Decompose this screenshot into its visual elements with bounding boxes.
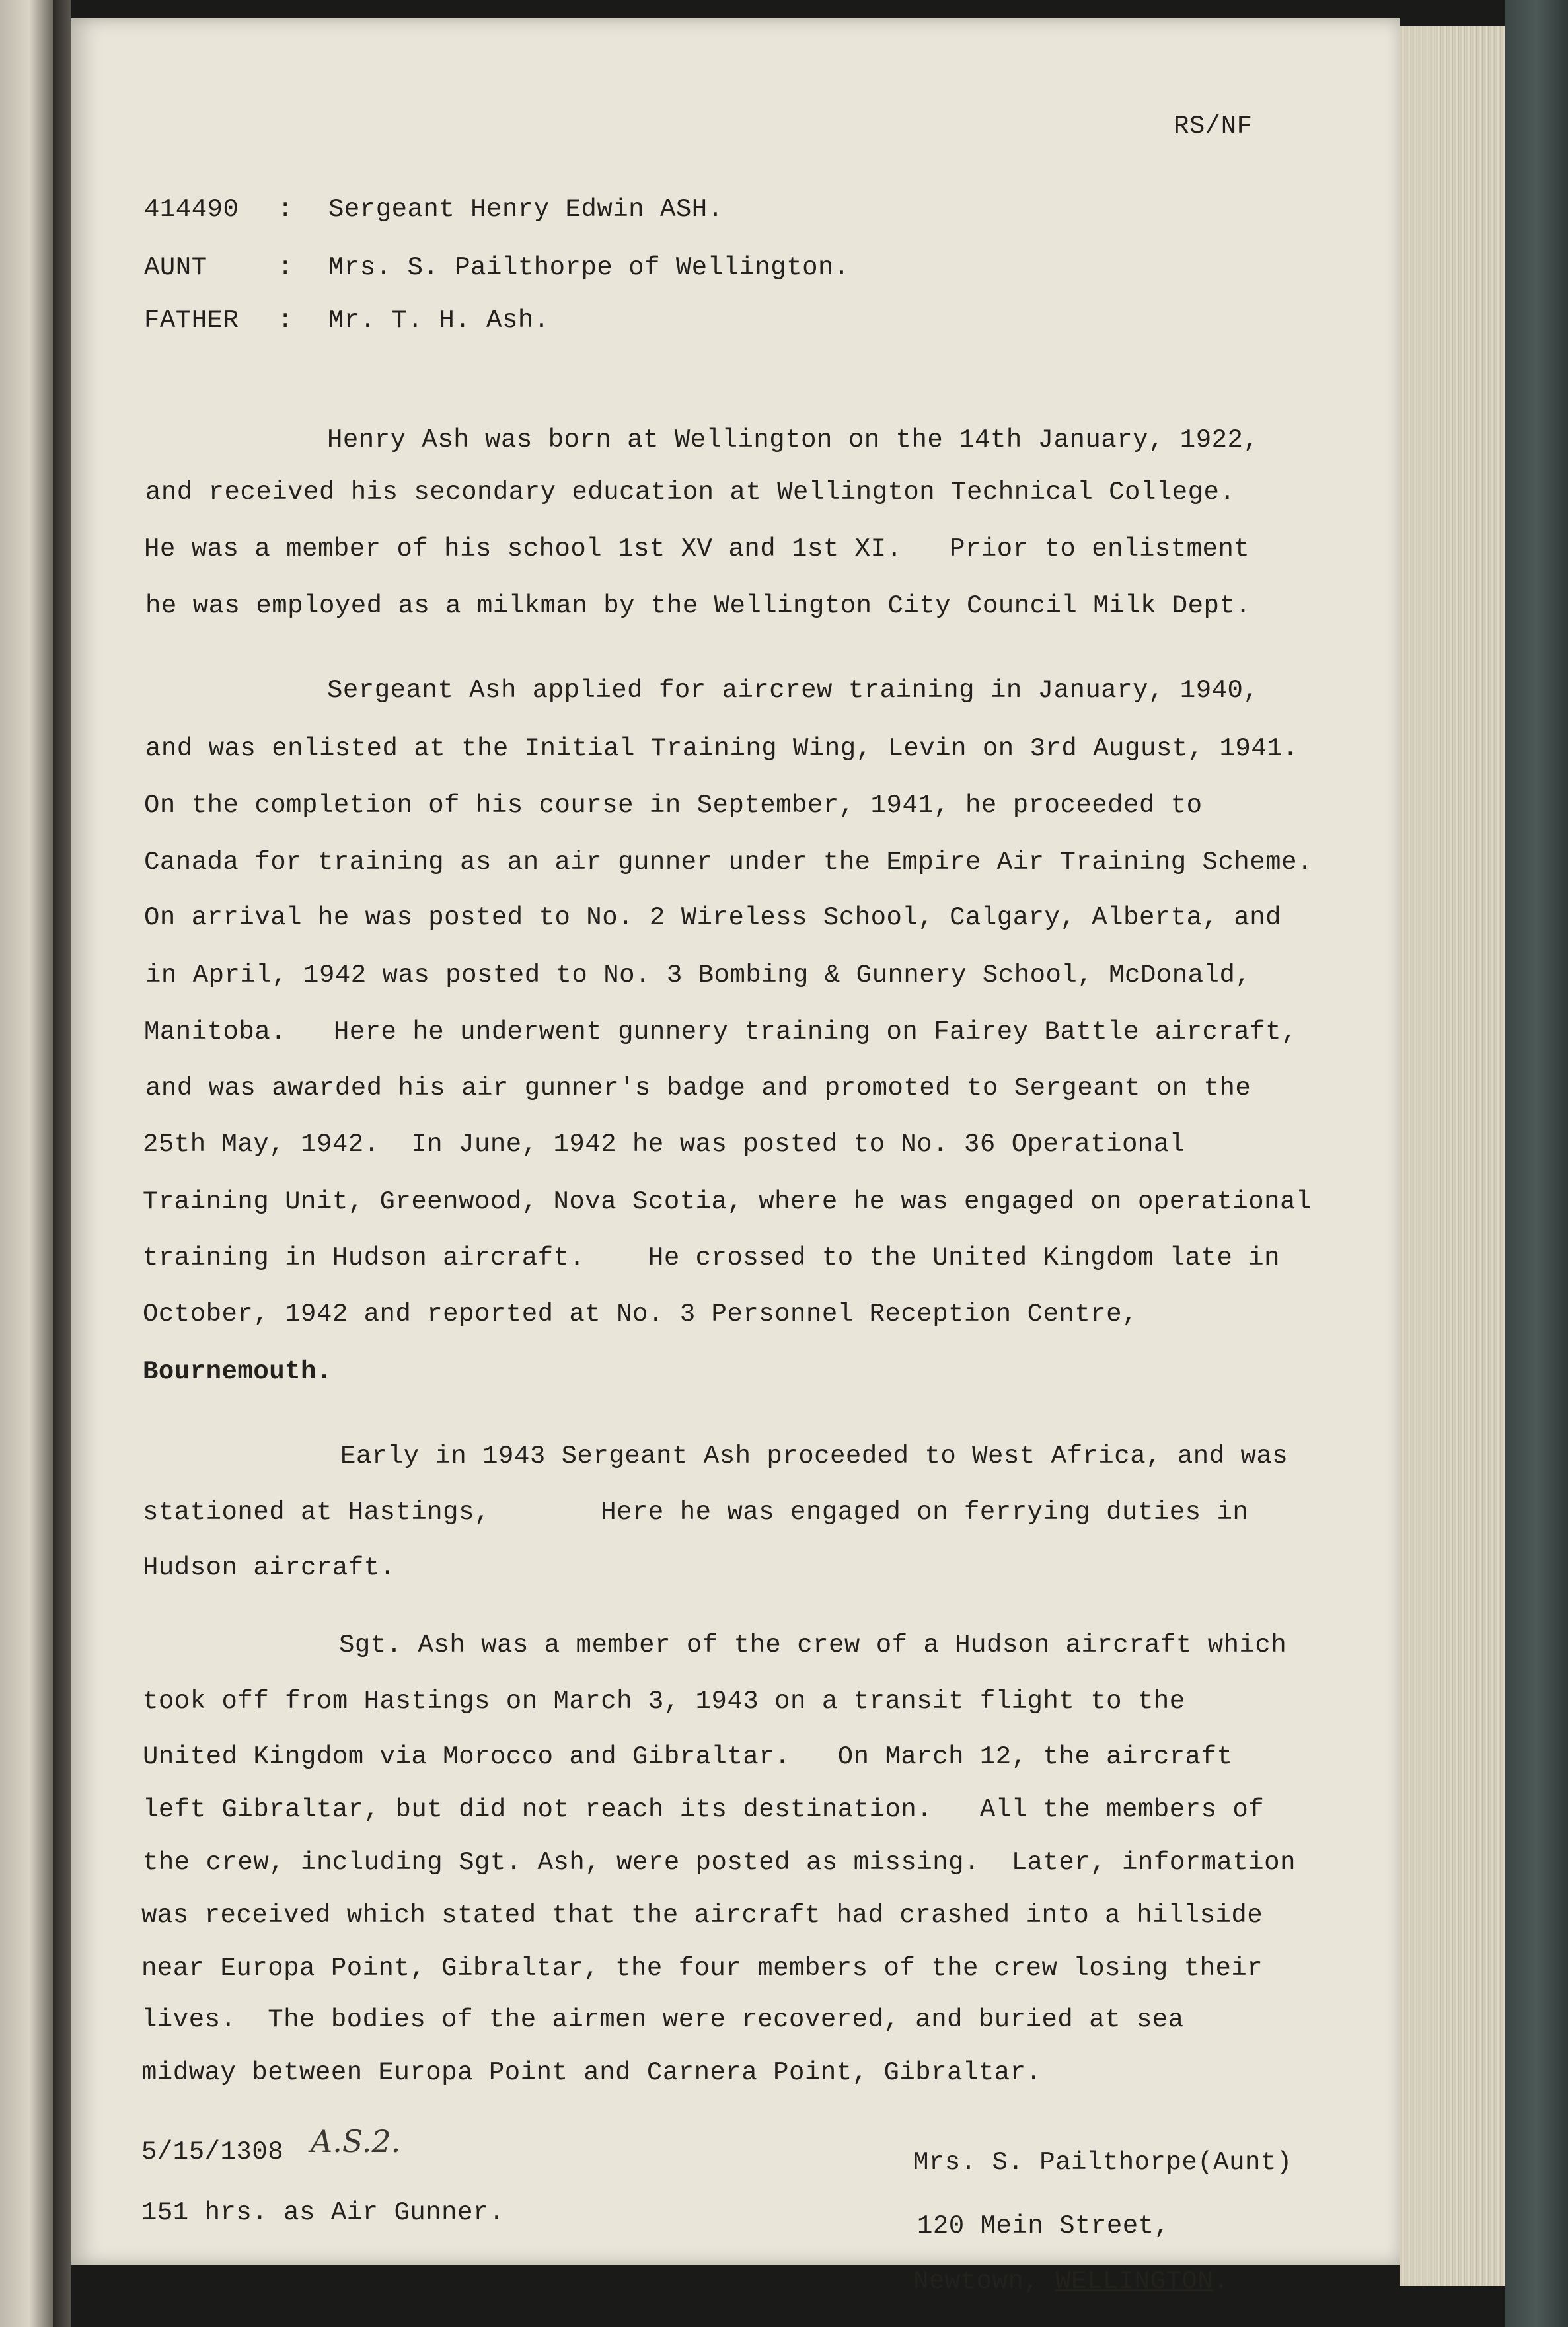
serviceman-name: Sergeant Henry Edwin ASH. xyxy=(328,195,724,224)
paragraph-2-line: and was awarded his air gunner's badge and promoted to Sergeant on the xyxy=(145,1074,1251,1103)
paragraph-4-line: United Kingdom via Morocco and Gibraltar. On March 12, the aircraft xyxy=(143,1742,1233,1771)
paragraph-1-line: Henry Ash was born at Wellington on the 14th January, 1922, xyxy=(327,425,1259,455)
paragraph-4-line: Sgt. Ash was a member of the crew of a Hudson aircraft which xyxy=(339,1631,1287,1660)
paragraph-2-line: Sergeant Ash applied for aircrew training in January, 1940, xyxy=(327,676,1259,705)
paragraph-1-line: and received his secondary education at Wellington Technical College. xyxy=(145,478,1236,507)
father-name: Mr. T. H. Ash. xyxy=(328,306,550,335)
paragraph-2-line: and was enlisted at the Initial Training Wing, Levin on 3rd August, 1941. xyxy=(145,734,1298,763)
paragraph-4-line: took off from Hastings on March 3, 1943 on a transit flight to the xyxy=(143,1687,1185,1716)
paragraph-4-line: was received which stated that the aircraft had crashed into a hillside xyxy=(141,1901,1263,1930)
service-number: 414490 xyxy=(144,195,239,224)
address-town-suffix: . xyxy=(1213,2267,1230,2296)
book-gutter xyxy=(53,0,71,2327)
paragraph-4-line: the crew, including Sgt. Ash, were posted as missing. Later, information xyxy=(143,1848,1296,1877)
file-reference: 5/15/1308 xyxy=(141,2137,284,2166)
paragraph-2-line: On the completion of his course in September, 1941, he proceeded to xyxy=(144,791,1203,820)
paragraph-3-line: Early in 1943 Sergeant Ash proceeded to West Africa, and was xyxy=(340,1442,1288,1471)
paragraph-2-line: Bournemouth. xyxy=(143,1357,332,1386)
address-city: WELLINGTON xyxy=(1055,2267,1214,2296)
address-town xyxy=(913,2269,1229,2295)
address-town-prefix: Newtown, xyxy=(913,2267,1056,2296)
page-stack-edges xyxy=(1400,26,1505,2286)
paragraph-2-line: 25th May, 1942. In June, 1942 he was posted to No. 36 Operational xyxy=(143,1130,1185,1159)
paragraph-2-line: Manitoba. Here he underwent gunnery training on Fairey Battle aircraft, xyxy=(144,1017,1297,1047)
header-colon: : xyxy=(278,253,293,282)
paragraph-2-line: October, 1942 and reported at No. 3 Personnel Reception Centre, xyxy=(143,1300,1138,1329)
paragraph-2-line: On arrival he was posted to No. 2 Wireless School, Calgary, Alberta, and xyxy=(144,903,1282,932)
paragraph-2-line: Training Unit, Greenwood, Nova Scotia, where he was engaged on operational xyxy=(143,1187,1312,1216)
father-label: FATHER xyxy=(144,306,239,335)
left-page-edge xyxy=(0,0,53,2327)
aunt-name: Mrs. S. Pailthorpe of Wellington. xyxy=(328,253,850,282)
paragraph-2-line: in April, 1942 was posted to No. 3 Bombing & Gunnery School, McDonald, xyxy=(145,961,1251,990)
book-cover-edge xyxy=(1505,0,1568,2327)
paragraph-4-line: near Europa Point, Gibraltar, the four members of the crew losing their xyxy=(141,1954,1263,1983)
address-street: 120 Mein Street, xyxy=(917,2211,1170,2240)
flying-hours: 151 hrs. as Air Gunner. xyxy=(141,2198,505,2227)
paragraph-1-line: He was a member of his school 1st XV and 1st XI. Prior to enlistment xyxy=(144,535,1250,564)
paragraph-2-line: Canada for training as an air gunner under the Empire Air Training Scheme. xyxy=(144,848,1313,877)
header-colon: : xyxy=(278,195,293,224)
addressee-name: Mrs. S. Pailthorpe(Aunt) xyxy=(913,2148,1292,2177)
reference-code: RS/NF xyxy=(1174,112,1253,141)
paragraph-1-line: he was employed as a milkman by the Wellington City Council Milk Dept. xyxy=(145,591,1251,620)
paragraph-4-line: lives. The bodies of the airmen were recovered, and buried at sea xyxy=(141,2005,1184,2034)
handwritten-note: A.S.2. xyxy=(311,2124,401,2159)
paragraph-4-line: left Gibraltar, but did not reach its destination. All the members of xyxy=(143,1795,1265,1824)
paragraph-2-line: training in Hudson aircraft. He crossed to the United Kingdom late in xyxy=(143,1243,1281,1273)
paragraph-3-line: Hudson aircraft. xyxy=(143,1553,396,1582)
header-colon: : xyxy=(278,306,293,335)
paragraph-3-line: stationed at Hastings, Here he was engaged on ferrying duties in xyxy=(143,1498,1249,1527)
paragraph-4-line: midway between Europa Point and Carnera Point, Gibraltar. xyxy=(141,2058,1042,2087)
aunt-label: AUNT xyxy=(144,253,207,282)
